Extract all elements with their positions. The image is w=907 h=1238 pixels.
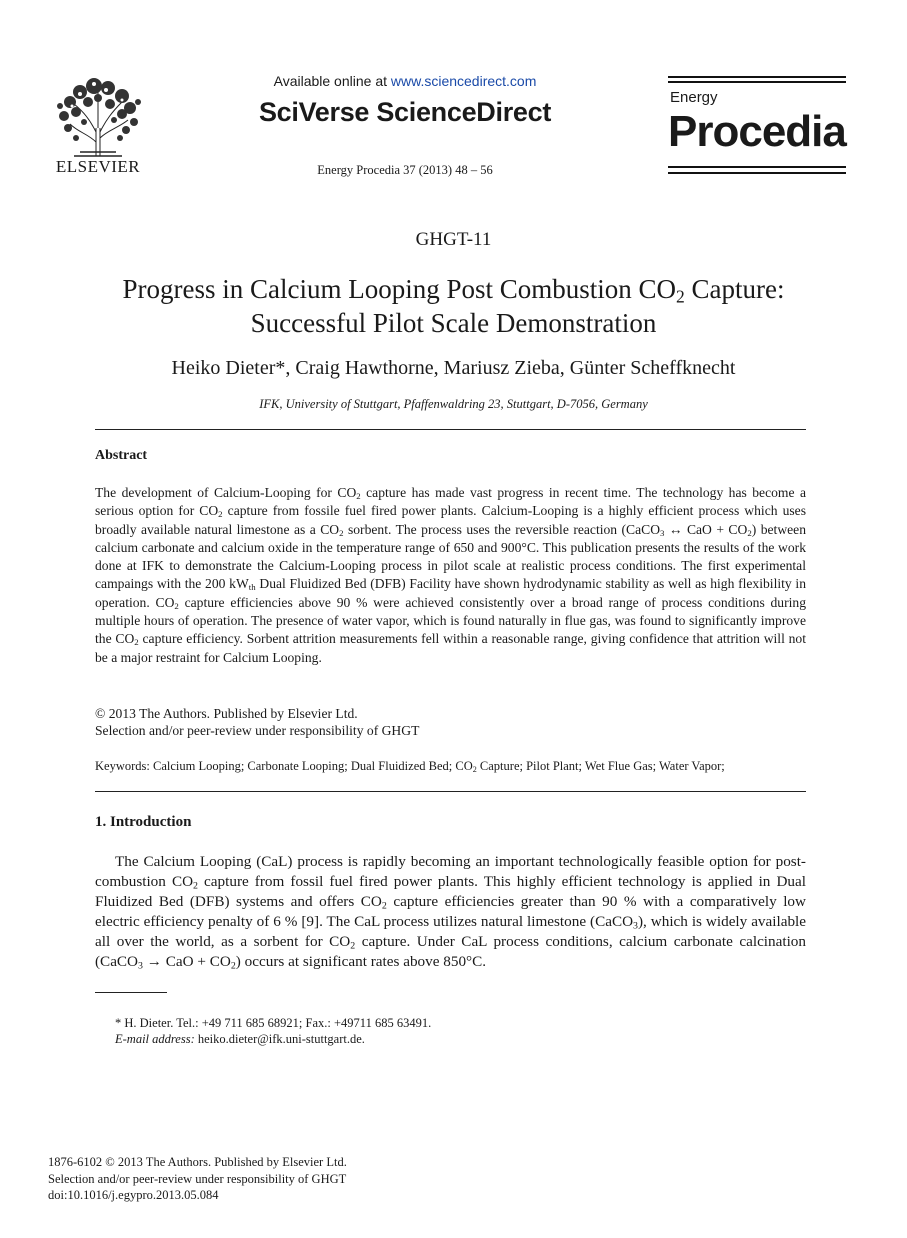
intro-part: The Calcium Looping (CaL) process is rapidly becoming an important technologically feasible option for post-combustion CO [95, 853, 806, 890]
abstract-text [95, 484, 806, 667]
issn-line: 1876-6102 © 2013 The Authors. Published by Elsevier Ltd. [48, 1155, 347, 1169]
abstract-part: capture efficiency. Sorbent attrition measurements fell within a reasonable range, giving confidence that attrition will not be a major restraint for Calcium Looping. [95, 631, 807, 665]
title-part: Progress in Calcium Looping Post Combustion CO [122, 274, 677, 304]
subscript: 2 [356, 491, 361, 502]
subscript: 2 [218, 509, 223, 520]
abstract-part: ↔ CaO + CO [664, 521, 748, 537]
paper-title [60, 272, 847, 340]
intro-part: → CaO + CO [142, 953, 231, 970]
abstract-heading: Abstract [95, 448, 148, 463]
abstract-part: The development of Calcium-Looping for CO [95, 485, 357, 500]
journal-reference: Energy Procedia 37 (2013) 48 – 56 [317, 163, 493, 177]
corresponding-author-footnote: * H. Dieter. Tel.: +49 711 685 68921; Fax.: +49711 685 63491. [115, 1016, 432, 1030]
abstract-part: sorbent. The process uses the reversible reaction (CaCO [343, 521, 661, 537]
subscript: 2 [230, 960, 236, 972]
intro-part: capture efficiencies greater than 90 % with a comparatively low electric efficiency penalty of 6 % [9]. The CaL process utilizes natural limestone (CaCO [95, 893, 806, 930]
doi-line: doi:10.1016/j.egypro.2013.05.084 [48, 1188, 219, 1202]
title-subscript: 2 [676, 286, 685, 307]
copyright-line: © 2013 The Authors. Published by Elsevier Ltd. [95, 706, 358, 721]
email-address: heiko.dieter@ifk.uni-stuttgart.de. [194, 1032, 365, 1046]
logo-rule-top [668, 76, 846, 78]
subscript: 3 [633, 920, 638, 932]
introduction-paragraph [95, 852, 806, 972]
section-heading-introduction: 1. Introduction [95, 814, 192, 830]
affiliation: IFK, University of Stuttgart, Pfaffenwaldring 23, Stuttgart, D-7056, Germany [259, 397, 648, 411]
subscript: 2 [339, 527, 344, 538]
abstract-part: Dual Fluidized Bed (DFB) Facility have shown hydrodynamic stability as well as high flexibility in operation. CO [95, 576, 806, 610]
intro-part: ) occurs at significant rates above 850°C. [235, 953, 487, 970]
footer-peer-review: Selection and/or peer-review under responsibility of GHGT [48, 1171, 347, 1186]
copyright-notice [95, 705, 419, 739]
journal-name-small: Energy [670, 89, 718, 106]
email-label: E-mail address: [115, 1032, 195, 1046]
abstract-part: capture from fossile fuel fired power plants. Calcium-Looping is a highly efficient process which uses broadly available natural limestone as a CO [95, 503, 806, 537]
intro-part: capture from fossil fuel fired power plants. This highly efficient technology is applied in Dual Fluidized Bed (DFB) systems and offers CO [95, 873, 806, 910]
subscript: 3 [660, 527, 665, 538]
footnote-rule [95, 992, 167, 993]
peer-review-line: Selection and/or peer-review under responsibility of GHGT [95, 723, 420, 738]
subscript: 2 [350, 940, 356, 952]
available-label: Available online at [273, 73, 391, 89]
logo-rule-top-2 [668, 81, 846, 83]
sciencedirect-link[interactable]: www.sciencedirect.com [390, 73, 537, 89]
subscript: 2 [174, 600, 179, 611]
logo-rule-bottom-2 [668, 172, 846, 174]
sciverse-sciencedirect-logo: SciVerse ScienceDirect [258, 97, 552, 127]
journal-name-large: Procedia [668, 107, 846, 156]
subscript: 2 [747, 527, 752, 538]
subscript: th [248, 582, 256, 593]
energy-procedia-logo [668, 76, 846, 176]
subscript: 2 [193, 880, 198, 892]
abstract-part: ) between calcium carbonate and calcium oxide in the temperature range of 650 and 900°C. This publication presents the results of the work done at IFK to demonstrate the Calcium-Looping process in pilot scale at realistic process conditions. The first experimental campaings with the 200 kW [95, 521, 806, 592]
logo-rule-bottom [668, 166, 846, 168]
title-part: Capture: [684, 274, 785, 304]
available-online [200, 73, 610, 89]
conference-name: GHGT-11 [415, 229, 492, 250]
subscript: 2 [472, 765, 477, 775]
subscript: 2 [381, 900, 387, 912]
page-footer [48, 1154, 347, 1204]
keywords-part: Capture; Pilot Plant; Wet Flue Gas; Water Vapor; [476, 759, 725, 773]
subscript: 3 [138, 960, 143, 972]
email-footnote [115, 1032, 365, 1047]
keywords [95, 759, 806, 774]
divider-top [95, 429, 806, 430]
abstract-part: capture efficiencies above 90 % were achieved consistently over a broad range of process conditions during multiple hours of operation. The presence of water vapor, which is found naturally in flue gas, was found to significantly improve the CO [95, 594, 806, 647]
intro-part: capture. Under CaL process conditions, calcium carbonate calcination (CaCO [95, 933, 806, 970]
title-line-2: Successful Pilot Scale Demonstration [250, 308, 657, 338]
elsevier-wordmark: ELSEVIER [55, 157, 141, 176]
subscript: 2 [134, 637, 139, 648]
author-list: Heiko Dieter*, Craig Hawthorne, Mariusz Zieba, Günter Scheffknecht [171, 357, 736, 379]
keywords-part: Keywords: Calcium Looping; Carbonate Looping; Dual Fluidized Bed; CO [95, 759, 473, 773]
divider-bottom [95, 791, 806, 792]
abstract-part: capture has made vast progress in recent time. The technology has become a serious option for CO [95, 485, 806, 519]
intro-part: ), which is widely available all over the world, as a sorbent for CO [95, 913, 806, 950]
